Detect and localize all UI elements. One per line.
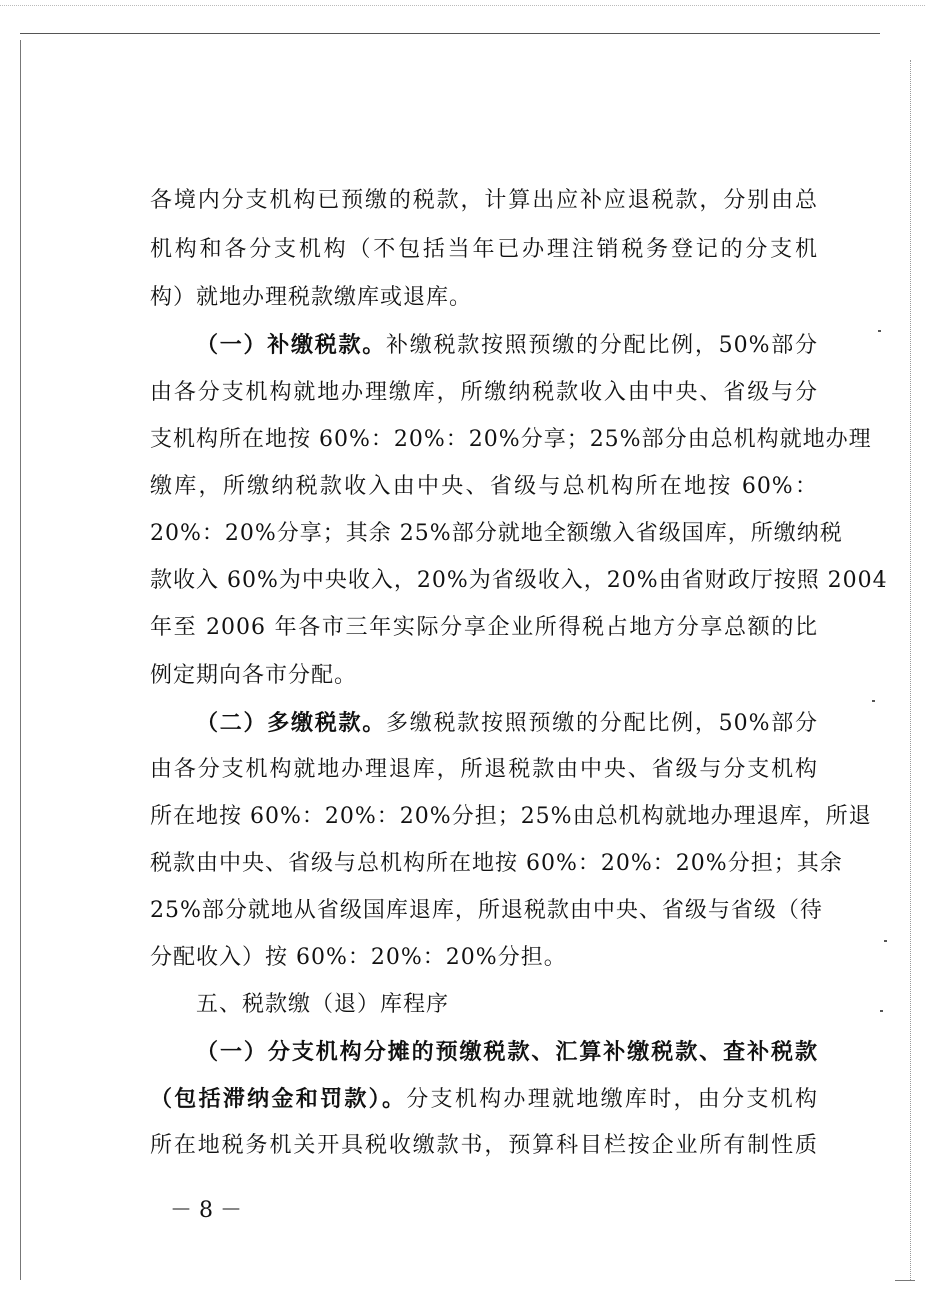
text-run: 由各分支机构就地办理退库，所退税款由中央、省级与分支机构	[150, 757, 818, 782]
page-number: － 8 －	[170, 1198, 242, 1223]
text-line	[150, 849, 843, 879]
text-run: 25%部分就地从省级国库退库，所退税款由中央、省级与省级（待	[150, 898, 823, 923]
text-line	[196, 708, 818, 739]
text-line	[150, 802, 872, 832]
text-run: 所在地按 60%：20%：20%分担；25%由总机构就地办理退库，所退	[150, 804, 872, 829]
text-run: 构）就地办理税款缴库或退库。	[150, 285, 473, 310]
text-run: 五、税款缴（退）库程序	[196, 992, 450, 1017]
text-line	[150, 425, 872, 455]
text-line	[196, 330, 818, 361]
text-line	[150, 283, 818, 313]
scan-right-dots	[910, 60, 911, 1280]
text-line	[150, 235, 818, 265]
text-line	[150, 943, 818, 973]
subheading-branch-apportioned-tax-cont: （包括滞纳金和罚款）。	[150, 1086, 407, 1112]
text-run: 例定期向各市分配。	[150, 663, 358, 688]
scan-speck	[878, 330, 881, 332]
scan-speck	[884, 940, 887, 942]
text-line	[150, 661, 818, 691]
text-run: 税款由中央、省级与总机构所在地按 60%：20%：20%分担；其余	[150, 851, 843, 876]
section-heading-payment-procedure	[196, 990, 818, 1020]
text-run: 多缴税款按照预缴的分配比例，50%部分	[386, 711, 818, 736]
text-run: 支机构所在地按 60%：20%：20%分享；25%部分由总机构就地办理	[150, 427, 872, 452]
text-run: 各境内分支机构已预缴的税款，计算出应补应退税款，分别由总	[150, 188, 818, 213]
text-run: 分配收入）按 60%：20%：20%分担。	[150, 945, 567, 970]
text-line	[150, 896, 823, 926]
text-line	[150, 1131, 818, 1161]
scan-speck	[872, 700, 875, 702]
text-line	[150, 186, 818, 216]
scan-top-line	[20, 33, 880, 34]
text-line	[150, 1084, 818, 1115]
text-run: 补缴税款按照预缴的分配比例，50%部分	[386, 333, 818, 358]
text-line	[196, 1037, 818, 1068]
text-line	[150, 613, 818, 643]
scan-bottom-mark	[895, 1280, 915, 1281]
text-line	[150, 755, 818, 785]
text-run: 缴库，所缴纳税款收入由中央、省级与总机构所在地按 60%：	[150, 474, 818, 499]
text-run: 款收入 60%为中央收入，20%为省级收入，20%由省财政厅按照 2004	[150, 568, 888, 593]
text-line	[150, 378, 818, 408]
subheading-supplementary-payment: （一）补缴税款。	[196, 332, 387, 358]
text-run: 机构和各分支机构（不包括当年已办理注销税务登记的分支机	[150, 237, 818, 262]
text-run: 20%：20%分享；其余 25%部分就地全额缴入省级国库，所缴纳税	[150, 521, 843, 546]
text-run: 年至 2006 年各市三年实际分享企业所得税占地方分享总额的比	[150, 615, 818, 640]
subheading-overpayment: （二）多缴税款。	[196, 710, 387, 736]
text-run: 分支机构办理就地缴库时，由分支机构	[406, 1087, 818, 1112]
scan-top-dots	[0, 5, 925, 6]
text-run: 由各分支机构就地办理缴库，所缴纳税款收入由中央、省级与分	[150, 380, 818, 405]
text-line	[150, 472, 818, 502]
text-run: 所在地税务机关开具税收缴款书，预算科目栏按企业所有制性质	[150, 1133, 818, 1158]
text-line	[150, 519, 843, 549]
text-line	[150, 566, 888, 596]
scan-left-line	[20, 40, 21, 1280]
scan-speck	[880, 1010, 883, 1012]
subheading-branch-apportioned-tax: （一）分支机构分摊的预缴税款、汇算补缴税款、查补税款	[196, 1039, 818, 1065]
